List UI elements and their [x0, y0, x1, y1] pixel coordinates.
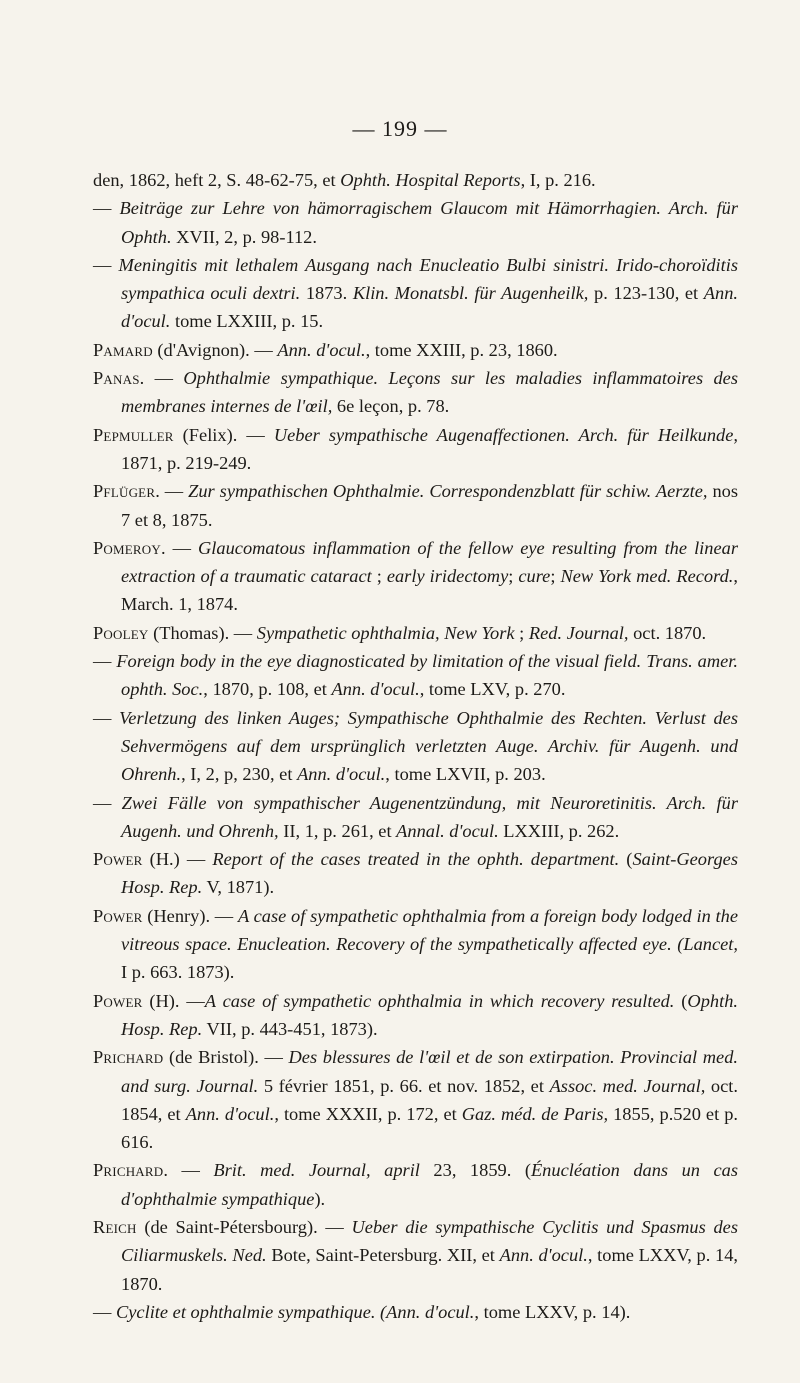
entry-author: Prichard [93, 1160, 164, 1181]
bibliography-entry [93, 194, 738, 251]
entry-text: 1855, p.520 et p. 616. [121, 1103, 738, 1153]
entry-title: Sympathetic ophthalmia, New York [256, 622, 515, 643]
entry-text: . — [163, 1160, 214, 1181]
entry-title: Red. Journal, [528, 622, 629, 643]
bibliography-entry [93, 902, 738, 987]
entry-text: LXXIII, p. 262. [498, 820, 620, 841]
entry-text: — [93, 707, 120, 728]
entry-text: XVII, 2, p. 98-112. [171, 226, 317, 247]
entry-text: — [93, 792, 122, 813]
entry-text: . — [139, 368, 184, 389]
entry-text: . — [155, 481, 189, 502]
entry-text: (d'Avignon). — [152, 339, 278, 360]
entry-text: 5 février 1851, p. 66. et nov. 1852, et [258, 1075, 550, 1096]
entry-text: II, 1, p. 261, et [278, 820, 397, 841]
entry-title: Ann. d'ocul. [499, 1245, 588, 1266]
entry-title: Verletzung des linken Auges; Sympathische Ophthalmie des Rechten. Verlust des Sehvermögens auf dem ursprünglich verletzten Auge. Archiv. für Augenh. und Ohrenh. [119, 707, 739, 785]
entry-text: (de Bristol). — [163, 1047, 289, 1068]
entry-text: (H). — [142, 990, 205, 1011]
entry-text: ; [508, 566, 519, 587]
entry-title: Ueber die sympathische Cyclitis und Spasmus des Ciliarmuskels. Ned. [121, 1216, 739, 1266]
entry-text: , tome XXIII, p. 23, 1860. [365, 339, 558, 360]
entry-title: Ophth. Hospital Reports [340, 170, 521, 190]
entry-title: Klin. Monatsbl. für Augenheilk, [352, 283, 589, 304]
entry-text: 6e leçon, p. 78. [332, 396, 450, 417]
entry-text: ; [514, 622, 529, 643]
entry-text: — [93, 198, 120, 219]
entry-author: Power [93, 905, 143, 926]
entry-text: , tome LXV, p. 270. [419, 679, 566, 700]
entry-title: Zur sympathischen Ophthalmie. Correspondenzblatt für schiw. Aerzte, [188, 481, 708, 502]
bibliography-entry [93, 619, 738, 647]
entry-text: ( [619, 849, 633, 870]
entry-author: Pooley [93, 622, 149, 643]
bibliography [93, 166, 738, 1326]
entry-text: nos 7 et 8, 1875. [121, 481, 738, 530]
entry-title: Ophthalmie sympathique. Leçons sur les maladies inflammatoires des membranes internes de l'œil, [121, 368, 738, 417]
entry-text: , tome XXXII, p. 172, et [274, 1103, 462, 1124]
entry-text: V, 1871). [202, 877, 275, 898]
entry-text: Bote, Saint-Petersburg. XII, et [266, 1245, 500, 1266]
entry-title: Glaucomatous inflammation of the fellow eye resulting from the linear extraction of a traumatic cataract [121, 537, 738, 587]
entry-text: ; [550, 566, 561, 587]
entry-text: . — [160, 537, 199, 558]
entry-text: , tome LXXV, p. 14). [474, 1301, 631, 1322]
bibliography-entry [93, 364, 738, 421]
entry-title: Ann. d'ocul. [121, 283, 738, 332]
entry-title: cure [518, 566, 551, 587]
entry-text: , tome LXXV, p. 14, 1870. [121, 1245, 738, 1294]
entry-title: Foreign body in the eye diagnosticated by limitation of the visual field. Trans. amer. ophth. Soc. [116, 651, 738, 700]
entry-text: , I, 2, p, 230, et [181, 764, 298, 785]
bibliography-entry [93, 1156, 738, 1213]
bibliography-entry [93, 987, 738, 1044]
entry-text: oct. 1870. [628, 622, 707, 643]
entry-title: Report of the cases treated in the ophth. department. [212, 849, 620, 870]
bibliography-entry [93, 166, 738, 194]
entry-author: Pamard [93, 339, 153, 360]
entry-text: (Henry). — [142, 905, 238, 926]
entry-title: Des blessures de l'œil et de son extirpation. Provincial med. and surg. Journal. [121, 1047, 738, 1096]
entry-text: 23, 1859. ( [419, 1160, 531, 1181]
entry-title: Ann. d'ocul. [277, 339, 366, 360]
entry-text: — [93, 1301, 116, 1322]
bibliography-entry [93, 477, 738, 534]
entry-title: Ueber sympathische Augenaffectionen. Arch. für Heilkunde, [273, 424, 738, 445]
entry-text: 1873. [300, 283, 353, 304]
entry-text: oct. 1854, et [121, 1075, 738, 1124]
entry-author: Power [93, 849, 143, 870]
entry-author: Panas [93, 368, 140, 389]
bibliography-entry [93, 421, 738, 478]
entry-text: ). [314, 1188, 326, 1209]
entry-title: Zwei Fälle von sympathischer Augenentzündung, mit Neuroretinitis. Arch. für Augenh. und Ohrenh, [121, 792, 738, 841]
entry-title: New York med. Record. [560, 566, 734, 587]
entry-text: 1871, p. 219-249. [121, 452, 252, 473]
bibliography-entry [93, 534, 738, 619]
entry-title: Assoc. med. Journal, [549, 1075, 706, 1096]
entry-text: I p. 663. 1873). [121, 962, 235, 983]
entry-author: Reich [93, 1216, 137, 1237]
entry-author: Prichard [93, 1047, 164, 1068]
bibliography-entry [93, 336, 738, 364]
entry-text: , March. 1, 1874. [121, 566, 738, 615]
bibliography-entry [93, 1043, 738, 1156]
entry-text: VII, p. 443-451, 1873). [202, 1018, 378, 1039]
entry-text: ( [674, 990, 688, 1011]
entry-title: A case of sympathetic ophthalmia in which recovery resulted. [204, 990, 675, 1011]
entry-text: , tome LXVII, p. 203. [385, 764, 546, 785]
entry-title: Annal. d'ocul. [396, 820, 499, 841]
entry-title: Beiträge zur Lehre von hämorragischem Glaucom mit Hämorrhagien. Arch. für Ophth. [119, 198, 738, 247]
entry-title: Brit. med. Journal, april [213, 1160, 420, 1181]
entry-text: — [93, 254, 119, 275]
entry-title: early iridectomy [386, 566, 509, 587]
entry-title: Ann. d'ocul. [297, 764, 386, 785]
entry-text: tome LXXIII, p. 15. [170, 311, 324, 332]
entry-text: (Thomas). — [148, 622, 257, 643]
entry-title: Énucléation dans un cas d'ophthalmie sympathique [121, 1160, 738, 1209]
entry-text: ; [371, 566, 387, 587]
entry-text: — [93, 651, 117, 672]
bibliography-entry [93, 647, 738, 704]
entry-author: Power [93, 990, 143, 1011]
entry-title: Ophth. Hosp. Rep. [121, 990, 738, 1039]
bibliography-entry [93, 1298, 738, 1326]
entry-text: den, 1862, heft 2, S. 48-62-75, et [93, 170, 341, 190]
entry-title: Cyclite et ophthalmie sympathique. (Ann. d'ocul. [116, 1301, 475, 1322]
bibliography-entry [93, 251, 738, 336]
bibliography-entry [93, 845, 738, 902]
bibliography-entry [93, 704, 738, 789]
entry-title: Ann. d'ocul. [331, 679, 420, 700]
entry-text: (H.) — [142, 849, 213, 870]
entry-text: , 1870, p. 108, et [203, 679, 332, 700]
page-number: — 199 — [352, 116, 448, 141]
entry-author: Pepmuller [93, 424, 174, 445]
entry-text: p. 123-130, et [588, 283, 704, 304]
entry-text: (de Saint-Pétersbourg). — [136, 1216, 352, 1237]
entry-author: Pomeroy [93, 537, 161, 558]
entry-title: A case of sympathetic ophthalmia from a foreign body lodged in the vitreous space. Enucleation. Recovery of the sympathetically affected eye. (Lancet, [121, 905, 738, 955]
entry-title: Gaz. méd. de Paris, [461, 1103, 609, 1124]
entry-title: Saint-Georges Hosp. Rep. [121, 849, 738, 898]
entry-text: (Felix). — [173, 424, 274, 445]
bibliography-entry [93, 1213, 738, 1298]
entry-text: , I, p. 216. [520, 170, 596, 190]
entry-author: Pflüger [93, 481, 156, 502]
bibliography-entry [93, 789, 738, 846]
entry-title: Ann. d'ocul. [185, 1103, 275, 1124]
entry-title: Meningitis mit lethalem Ausgang nach Enucleatio Bulbi sinistri. Irido-choroïditis sympathica oculi dextri. [118, 254, 738, 304]
